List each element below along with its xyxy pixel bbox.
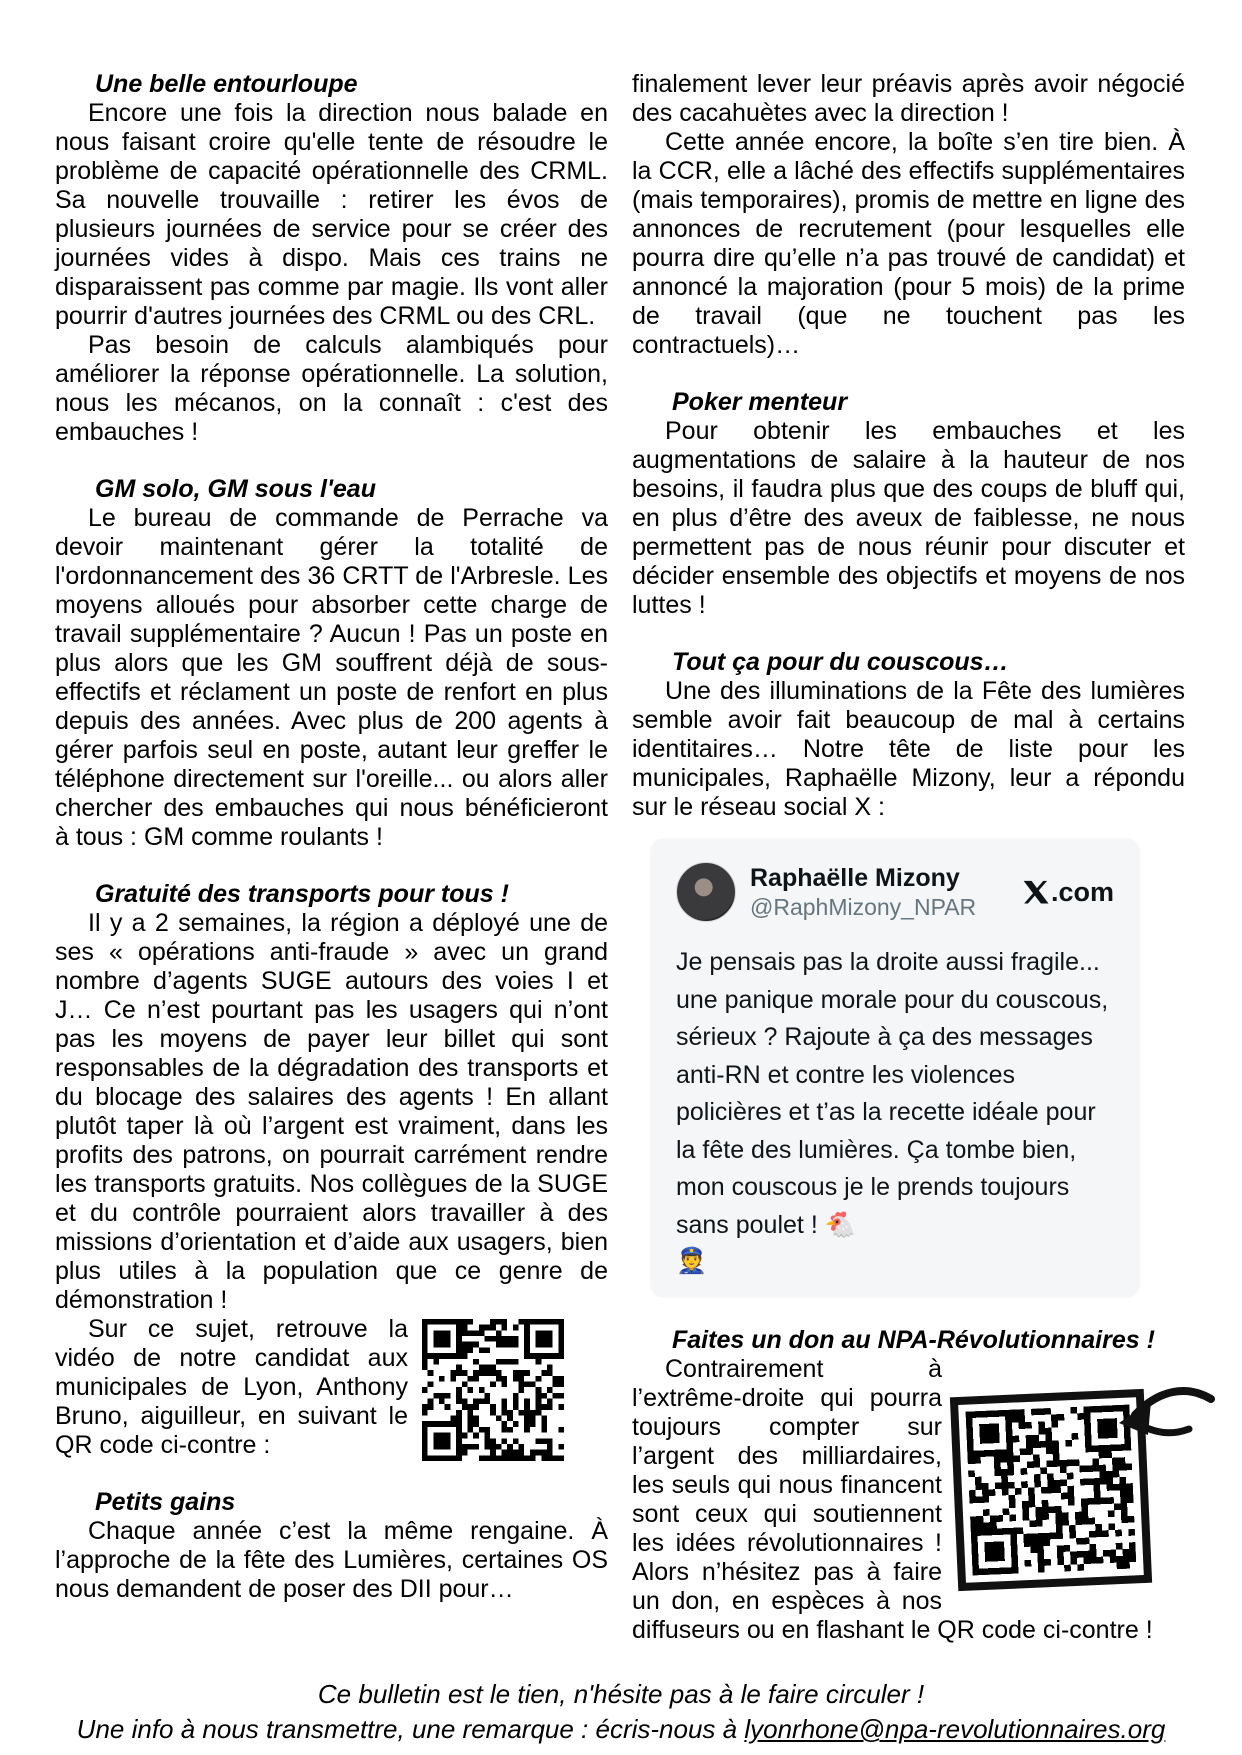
section-heading-poker-menteur: Poker menteur: [672, 388, 848, 416]
section-heading-don: Faites un don au NPA-Révolutionnaires !: [672, 1326, 1155, 1354]
donation-qr-block: [952, 1377, 1237, 1612]
section-heading-gratuite-transports: Gratuité des transports pour tous !: [95, 880, 509, 908]
tweet-body: Je pensais pas la droite aussi fragile... une panique morale pour du couscous, sérieux ? Rajoute à ça des messages anti-RN et contre les violences policières et t’as la recette idéale pour la fête des lumières. Ça tombe bien, mon couscous je le prends toujours sans poulet ! 🐔: [676, 948, 1109, 1239]
right-column: [632, 70, 1185, 1645]
tweet-handle: @RaphMizony_NPAR: [750, 894, 977, 920]
paragraph-text: Pas besoin de calculs alambiqués pour améliorer la réponse opérationnelle. La solution, nous les mécanos, on la connaît : c'est des embauches !: [55, 331, 608, 446]
tweet-header: [676, 862, 1114, 922]
x-com-suffix: .com: [1050, 876, 1114, 907]
footer-line-1: Ce bulletin est le tien, n'hésite pas à le faire circuler !: [317, 1679, 925, 1709]
qr-code-video: [422, 1319, 564, 1461]
paragraph: [55, 504, 608, 852]
tweet-display-name: Raphaëlle Mizony: [750, 864, 960, 892]
paragraph: [55, 99, 608, 331]
paragraph-text: Il y a 2 semaines, la région a déployé une de ses « opérations anti-fraude » avec un grand nombre d’agents SUGE autours des voies I et J… Ce n’est pourtant pas les usagers qui n’ont pas les moyens de payer leur billet qui sont responsables de la dégradation des transports et du blocage des salaires des agents ! En allant plutôt taper là où l’argent est vraiment, dans les profits des patrons, on pourrait carrément rendre les transports gratuits. Nos collègues de la SUGE et du contrôle pourraient alors travailler à des missions d’orientation et d’aide aux usagers, bien plus utiles à la population que ce genre de démonstration !: [55, 909, 608, 1314]
paragraph: [632, 677, 1185, 822]
footer-email-link[interactable]: lyonrhone@npa-revolutionnaires.org: [744, 1714, 1166, 1744]
x-com-logo: [1022, 878, 1114, 907]
section-heading-gm-solo: GM solo, GM sous l'eau: [95, 475, 376, 503]
section-heading-couscous: Tout ça pour du couscous…: [672, 648, 1009, 676]
paragraph-text: Le bureau de commande de Perrache va devoir maintenant gérer la totalité de l'ordonnancement des 36 CRTT de l'Arbresle. Les moyens alloués pour absorber cette charge de travail supplémentaire ? Aucun ! Pas un poste en plus alors que les GM souffrent déjà de sous-effectifs et réclament un poste de renfort en plus depuis des années. Avec plus de 200 agents à gérer parfois seul en poste, autant leur greffer le téléphone directement sur l'oreille... ou alors aller chercher des embauches qui nous bénéficieront à tous : GM comme roulants !: [55, 504, 608, 851]
hand-drawn-arrow-icon: [1115, 1383, 1215, 1455]
section-heading-petits-gains: Petits gains: [95, 1488, 236, 1516]
paragraph-text: Contrairement à l’extrême-droite qui pourra toujours compter sur l’argent des milliardaires, les seuls qui nous financent sont ceux qui soutiennent les idées révolutionnaires ! Alors n’hésitez pas à faire un don, en espèces à nos diffuseurs ou en flashant le QR code ci-contre !: [632, 1355, 1153, 1644]
paragraph: [55, 1517, 608, 1604]
section-heading-une-belle-entourloupe: Une belle entourloupe: [95, 70, 358, 98]
paragraph-text: Sur ce sujet, retrouve la vidéo de notre candidat aux municipales de Lyon, Anthony Bruno, aiguilleur, en suivant le QR code ci-contre :: [55, 1315, 408, 1459]
footer: [0, 1677, 1242, 1747]
paragraph-text: Cette année encore, la boîte s’en tire bien. À la CCR, elle a lâché des effectifs supplémentaires (mais temporaires), promis de mettre en ligne des annonces de recrutement (pour lesquelles elle pourra dire qu’elle n’a pas trouvé de candidat) et annoncé la majoration (pour 5 mois) de la prime de travail (que ne touchent pas les contractuels)…: [632, 128, 1185, 359]
tweet-card: [650, 838, 1140, 1298]
paragraph: [632, 128, 1185, 360]
paragraph-text: finalement lever leur préavis après avoir négocié des cacahuètes avec la direction !: [632, 70, 1185, 127]
avatar: [676, 862, 736, 922]
paragraph-with-qr: [632, 1355, 1185, 1645]
paragraph-continuation: [632, 70, 1185, 128]
paragraph-text: Une des illuminations de la Fête des lumières semble avoir fait beaucoup de mal à certains identitaires… Notre tête de liste pour les municipales, Raphaëlle Mizony, leur a répondu sur le réseau social X :: [632, 677, 1185, 821]
paragraph-text: Encore une fois la direction nous balade en nous faisant croire qu'elle tente de résoudre le problème de capacité opérationnelle des CRML. Sa nouvelle trouvaille : retirer les évos de plusieurs journées de service pour se créer des journées vides à dispo. Mais ces trains ne disparaissent pas comme par magie. Ils vont aller pourrir d'autres journées des CRML ou des CRL.: [55, 99, 608, 330]
paragraph-text: Pour obtenir les embauches et les augmentations de salaire à la hauteur de nos besoins, il faudra plus que des coups de bluff qui, en plus d’être des aveux de faiblesse, ne nous permettent pas de nous réunir pour discuter et décider ensemble des objectifs et moyens de nos luttes !: [632, 417, 1185, 619]
footer-line-2-text: Une info à nous transmettre, une remarque : écris-nous à: [76, 1714, 745, 1744]
paragraph: [55, 331, 608, 447]
paragraph: [632, 417, 1185, 620]
left-column: [55, 70, 608, 1645]
tweet-identity: [750, 863, 1022, 921]
paragraph: [55, 909, 608, 1315]
footer-line-2: [0, 1712, 1242, 1747]
paragraph-with-qr: [55, 1315, 608, 1460]
x-logo-icon: [1022, 879, 1049, 906]
tweet-police-emoji: 👮: [676, 1247, 708, 1275]
paragraph-text: Chaque année c’est la même rengaine. À l’approche de la fête des Lumières, certaines OS nous demandent de poser des DII pour…: [55, 1517, 608, 1603]
